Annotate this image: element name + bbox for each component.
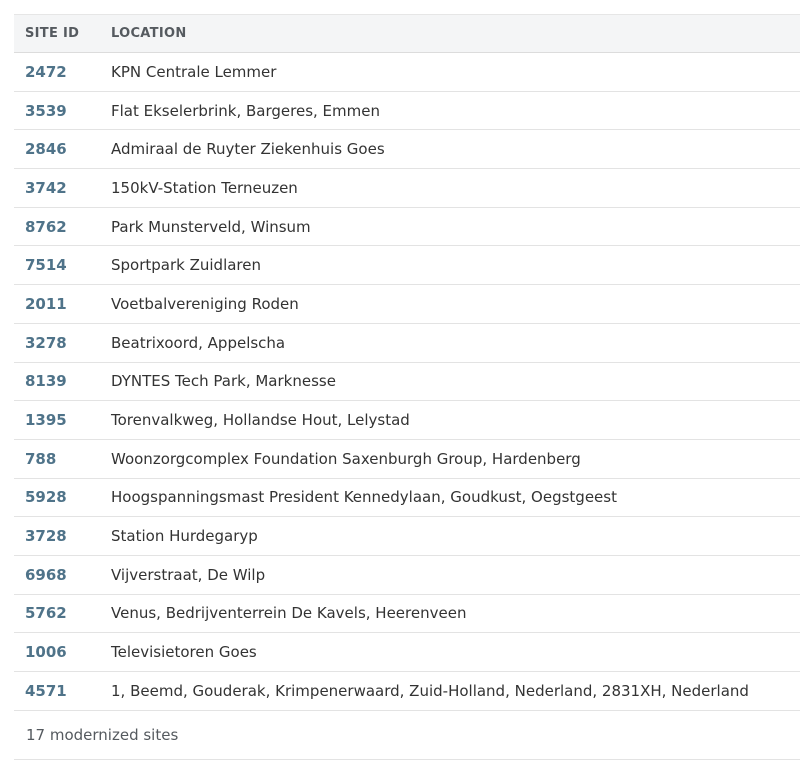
- location-cell: Sportpark Zuidlaren: [111, 256, 262, 275]
- site-id-cell: [14, 169, 111, 208]
- location-cell: 1, Beemd, Gouderak, Krimpenerwaard, Zuid-Holland, Nederland, 2831XH, Nederland: [111, 681, 749, 700]
- table-row: [14, 672, 800, 711]
- sites-table: [14, 14, 800, 711]
- location-cell: KPN Centrale Lemmer: [111, 62, 277, 81]
- table-row: [14, 594, 800, 633]
- location-cell: Admiraal de Ruyter Ziekenhuis Goes: [111, 140, 385, 159]
- site-id-link[interactable]: 1395: [25, 411, 67, 430]
- site-id-cell: [14, 672, 111, 711]
- location-cell: Station Hurdegaryp: [111, 527, 258, 546]
- site-id-link[interactable]: 5928: [25, 488, 67, 507]
- table-row: [14, 285, 800, 324]
- site-id-cell: [14, 555, 111, 594]
- site-id-link[interactable]: 1006: [25, 643, 67, 662]
- site-id-cell: [14, 285, 111, 324]
- sites-table-container: [14, 14, 800, 711]
- table-header: [14, 15, 800, 53]
- site-id-link[interactable]: 2472: [25, 62, 67, 81]
- table-footer: [14, 710, 800, 760]
- site-id-link[interactable]: 5762: [25, 604, 67, 623]
- location-cell: Torenvalkweg, Hollandse Hout, Lelystad: [111, 411, 410, 430]
- site-id-link[interactable]: 6968: [25, 565, 67, 584]
- site-id-cell: [14, 207, 111, 246]
- site-id-cell: [14, 130, 111, 169]
- table-row: [14, 362, 800, 401]
- site-id-link[interactable]: 8139: [25, 372, 67, 391]
- location-cell: DYNTES Tech Park, Marknesse: [111, 372, 336, 391]
- table-row: [14, 130, 800, 169]
- site-id-link[interactable]: 3728: [25, 527, 67, 546]
- location-cell: Hoogspanningsmast President Kennedylaan, Goudkust, Oegstgeest: [111, 488, 617, 507]
- column-header-site-id: SITE ID: [25, 26, 80, 41]
- site-id-link[interactable]: 3539: [25, 101, 67, 120]
- table-row: [14, 478, 800, 517]
- site-id-link[interactable]: 4571: [25, 681, 67, 700]
- table-row: [14, 91, 800, 130]
- site-id-link[interactable]: 2011: [25, 294, 67, 313]
- table-row: [14, 401, 800, 440]
- site-id-cell: [14, 323, 111, 362]
- table-row: [14, 633, 800, 672]
- site-id-cell: [14, 517, 111, 556]
- site-id-cell: [14, 246, 111, 285]
- site-id-cell: [14, 362, 111, 401]
- site-id-cell: [14, 633, 111, 672]
- table-row: [14, 323, 800, 362]
- location-cell: 150kV-Station Terneuzen: [111, 178, 298, 197]
- site-id-cell: [14, 53, 111, 92]
- location-cell: Flat Ekselerbrink, Bargeres, Emmen: [111, 101, 380, 120]
- location-cell: Park Munsterveld, Winsum: [111, 217, 311, 236]
- table-row: [14, 555, 800, 594]
- site-id-cell: [14, 478, 111, 517]
- column-header-location: LOCATION: [111, 26, 187, 41]
- location-cell: Televisietoren Goes: [111, 643, 257, 662]
- table-row: [14, 246, 800, 285]
- site-id-link[interactable]: 788: [25, 449, 57, 468]
- location-cell: Venus, Bedrijventerrein De Kavels, Heerenveen: [111, 604, 467, 623]
- site-id-link[interactable]: 7514: [25, 256, 67, 275]
- site-id-cell: [14, 439, 111, 478]
- site-id-cell: [14, 594, 111, 633]
- location-cell: Vijverstraat, De Wilp: [111, 565, 266, 584]
- site-id-link[interactable]: 8762: [25, 217, 67, 236]
- header-row: [14, 15, 800, 53]
- site-id-cell: [14, 401, 111, 440]
- location-cell: Beatrixoord, Appelscha: [111, 333, 286, 352]
- table-row: [14, 169, 800, 208]
- table-body: [14, 53, 800, 711]
- table-row: [14, 207, 800, 246]
- table-row: [14, 439, 800, 478]
- site-id-link[interactable]: 2846: [25, 140, 67, 159]
- table-row: [14, 517, 800, 556]
- table-row: [14, 53, 800, 92]
- location-cell: Voetbalvereniging Roden: [111, 294, 299, 313]
- site-id-link[interactable]: 3742: [25, 178, 67, 197]
- site-id-link[interactable]: 3278: [25, 333, 67, 352]
- location-cell: Woonzorgcomplex Foundation Saxenburgh Group, Hardenberg: [111, 449, 581, 468]
- site-count-summary: 17 modernized sites: [26, 726, 179, 744]
- site-id-cell: [14, 91, 111, 130]
